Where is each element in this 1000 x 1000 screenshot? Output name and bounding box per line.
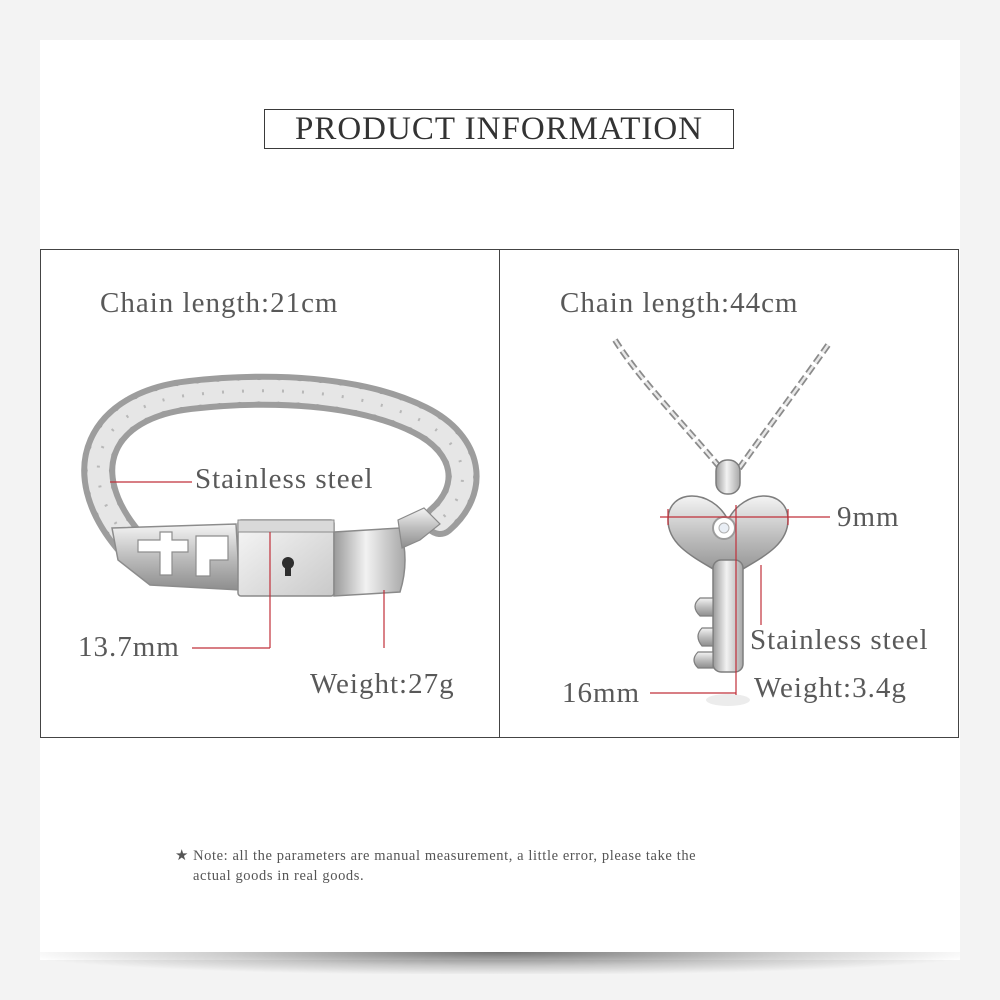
note-line-2: actual goods in real goods.	[193, 868, 365, 884]
star-icon: ★	[175, 848, 190, 864]
necklace-pendant-length: 16mm	[562, 677, 641, 709]
bracelet-material: Stainless steel	[195, 463, 374, 495]
bracelet-chain-length: Chain length:21cm	[100, 287, 339, 319]
note-line-1: Note: all the parameters are manual measurement, a little error, please take the	[193, 848, 697, 864]
necklace-material: Stainless steel	[750, 624, 929, 656]
necklace-pendant-width: 9mm	[837, 501, 900, 533]
necklace-weight: Weight:3.4g	[754, 672, 907, 704]
measurement-note	[175, 846, 835, 886]
page-title-text: PRODUCT INFORMATION	[294, 110, 704, 147]
necklace-chain-length: Chain length:44cm	[560, 287, 799, 319]
bracelet-weight: Weight:27g	[310, 668, 455, 700]
bracelet-width: 13.7mm	[78, 631, 180, 663]
